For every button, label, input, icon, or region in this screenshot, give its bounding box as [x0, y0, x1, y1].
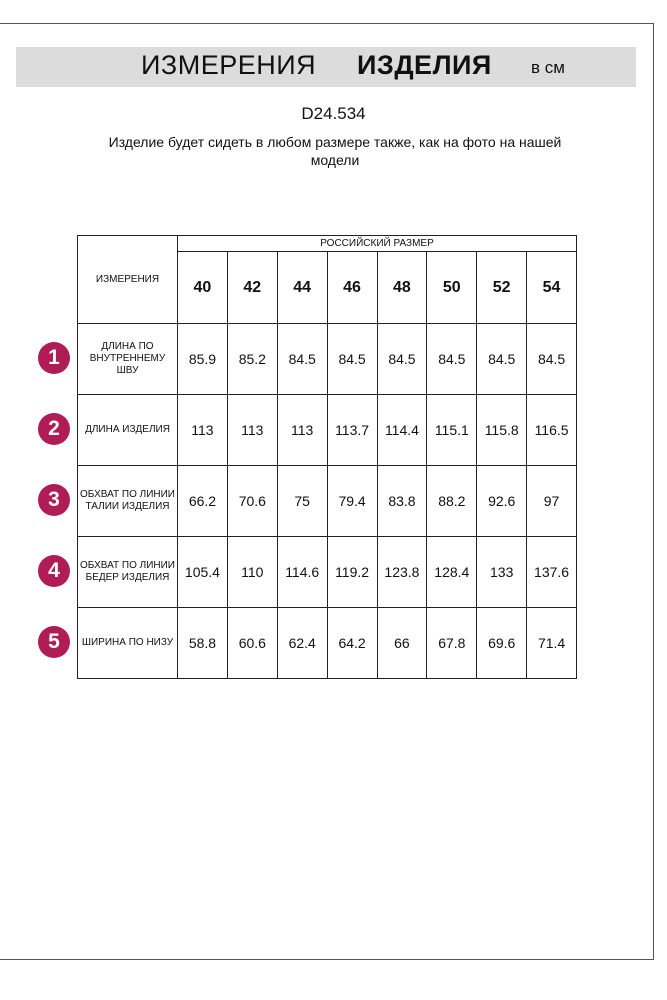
table-cell: 84.5 — [477, 324, 527, 395]
table-cell: 84.5 — [527, 324, 577, 395]
table-cell: 85.9 — [178, 324, 228, 395]
russian-size-header: РОССИЙСКИЙ РАЗМЕР — [178, 236, 577, 252]
table-cell: 58.8 — [178, 608, 228, 679]
table-cell: 79.4 — [327, 466, 377, 537]
table-cell: 66 — [377, 608, 427, 679]
table-cell: 115.1 — [427, 395, 477, 466]
table-cell: 114.4 — [377, 395, 427, 466]
table-cell: 113.7 — [327, 395, 377, 466]
row-label: ОБХВАТ ПО ЛИНИИ БЕДЕР ИЗДЕЛИЯ — [78, 537, 178, 608]
row-number-badge: 3 — [38, 484, 70, 516]
row-label: ДЛИНА ПО ВНУТРЕННЕМУ ШВУ — [78, 324, 178, 395]
table-cell: 123.8 — [377, 537, 427, 608]
table-row — [78, 608, 577, 679]
table-cell: 64.2 — [327, 608, 377, 679]
table-cell: 110 — [227, 537, 277, 608]
row-label: ОБХВАТ ПО ЛИНИИ ТАЛИИ ИЗДЕЛИЯ — [78, 466, 178, 537]
size-header: 44 — [277, 252, 327, 324]
table-cell: 84.5 — [277, 324, 327, 395]
row-number-badge: 1 — [38, 342, 70, 374]
row-number-badge: 5 — [38, 626, 70, 658]
table-cell: 70.6 — [227, 466, 277, 537]
row-label: ШИРИНА ПО НИЗУ — [78, 608, 178, 679]
table-row — [78, 395, 577, 466]
table-row — [78, 537, 577, 608]
table-row — [78, 324, 577, 395]
fit-note: Изделие будет сидеть в любом размере также, как на фото на нашей модели — [108, 134, 562, 168]
table-cell: 84.5 — [427, 324, 477, 395]
table-cell: 137.6 — [527, 537, 577, 608]
table-cell: 113 — [227, 395, 277, 466]
table-cell: 105.4 — [178, 537, 228, 608]
size-header: 40 — [178, 252, 228, 324]
table-cell: 66.2 — [178, 466, 228, 537]
table-row — [78, 466, 577, 537]
table-cell: 113 — [277, 395, 327, 466]
row-number-badge: 2 — [38, 413, 70, 445]
table-cell: 75 — [277, 466, 327, 537]
table-cell: 92.6 — [477, 466, 527, 537]
table-cell: 128.4 — [427, 537, 477, 608]
table-cell: 133 — [477, 537, 527, 608]
measurements-header: ИЗМЕРЕНИЯ — [78, 236, 178, 324]
title-product: ИЗДЕЛИЯ — [357, 50, 492, 80]
table-cell: 88.2 — [427, 466, 477, 537]
size-header: 54 — [527, 252, 577, 324]
size-table — [77, 235, 577, 679]
table-cell: 69.6 — [477, 608, 527, 679]
article-number: D24.534 — [301, 104, 366, 123]
table-cell: 97 — [527, 466, 577, 537]
table-cell: 114.6 — [277, 537, 327, 608]
table-cell: 60.6 — [227, 608, 277, 679]
size-header: 46 — [327, 252, 377, 324]
table-cell: 85.2 — [227, 324, 277, 395]
table-cell: 116.5 — [527, 395, 577, 466]
table-cell: 115.8 — [477, 395, 527, 466]
table-cell: 113 — [178, 395, 228, 466]
size-header: 52 — [477, 252, 527, 324]
title-unit: в см — [531, 58, 565, 77]
table-cell: 84.5 — [377, 324, 427, 395]
size-header: 50 — [427, 252, 477, 324]
row-label: ДЛИНА ИЗДЕЛИЯ — [78, 395, 178, 466]
size-header: 48 — [377, 252, 427, 324]
table-cell: 83.8 — [377, 466, 427, 537]
table-cell: 84.5 — [327, 324, 377, 395]
size-header: 42 — [227, 252, 277, 324]
title-measurements: ИЗМЕРЕНИЯ — [141, 50, 317, 80]
table-cell: 119.2 — [327, 537, 377, 608]
table-cell: 67.8 — [427, 608, 477, 679]
table-cell: 71.4 — [527, 608, 577, 679]
row-number-badge: 4 — [38, 555, 70, 587]
table-cell: 62.4 — [277, 608, 327, 679]
